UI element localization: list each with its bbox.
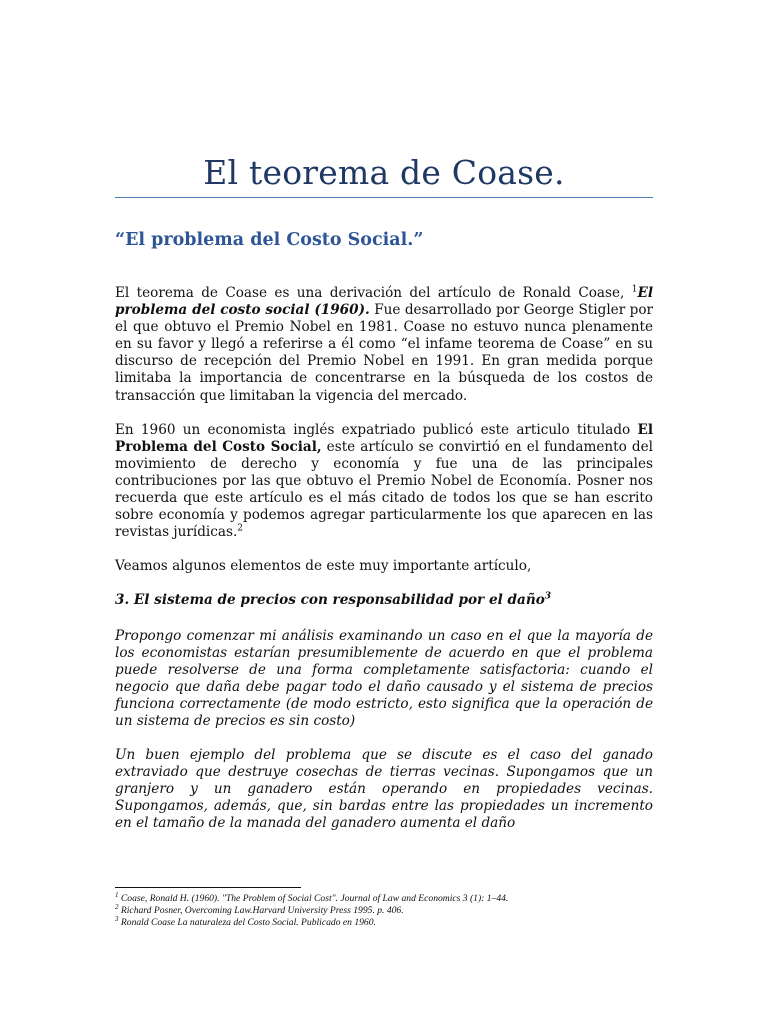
quote-paragraph-1: Propongo comenzar mi análisis examinando un caso en el que la mayoría de los economistas estarían presumiblemente de acuerdo en que el problema puede resolverse de una forma completamente satisfactoria: cuando el negocio que daña debe pagar todo el daño causado y el sistema de precios funciona correctamente (de modo estricto, esto significa que la operación de un sistema de precios es sin costo): [115, 627, 653, 729]
footnote-text: Coase, Ronald H. (1960). "The Problem of Social Cost". Journal of Law and Economics 3 (1): 1–44.: [120, 893, 509, 904]
footnotes: [115, 890, 653, 930]
quote-paragraph-2: Un buen ejemplo del problema que se discute es el caso del ganado extraviado que destruye cosechas de tierras vecinas. Supongamos que un granjero y un ganadero están operando en propiedades vecinas. Supongamos, además, que, sin bardas entre las propiedades un incremento en el tamaño de la manada del ganadero aumenta el daño: [115, 747, 653, 832]
footnote-ref-3[interactable]: 3: [544, 591, 552, 602]
footnote-ref-2[interactable]: 2: [237, 523, 244, 534]
footnote-2: [115, 905, 653, 917]
paragraph-intro-text: El teorema de Coase es una derivación del artículo de Ronald Coase,: [115, 285, 632, 301]
footnote-text: Richard Posner, Overcoming Law.Harvard University Press 1995. p. 406.: [120, 905, 404, 917]
footnote-text: Ronald Coase La naturaleza del Costo Social. Publicado en 1960.: [120, 917, 376, 929]
section-heading-text: 3. El sistema de precios con responsabilidad por el daño: [115, 592, 545, 609]
paragraph-history: [115, 422, 653, 542]
footnote-number: 2: [115, 903, 119, 912]
title-underline: [115, 197, 653, 198]
paragraph-intro-rest: Fue desarrollado por George Stigler por el que obtuvo el Premio Nobel en 1981. Coase no estuvo nunca plenamente en su favor y llegó a referirse a él como “el infame teorema de Coase” en su discurso de recepción del Premio Nobel en 1991. En gran medida porque limitaba la importancia de concentrarse en la búsqueda de los costos de transacción que limitaban la vigencia del mercado.: [115, 302, 654, 404]
footnote-separator: [115, 887, 301, 888]
paragraph-transition: Veamos algunos elementos de este muy importante artículo,: [115, 558, 532, 575]
footnote-ref-1[interactable]: 1: [631, 284, 638, 295]
paragraph-history-text: En 1960 un economista inglés expatriado publicó este articulo titulado: [115, 421, 638, 438]
paragraph-intro: [115, 285, 653, 405]
section-heading: [115, 592, 653, 609]
footnote-1: [115, 890, 653, 905]
page-title: El teorema de Coase.: [203, 153, 565, 192]
document-body: [115, 285, 653, 850]
article-title-bold: El Problema del Costo Social,: [115, 421, 653, 455]
footnote-number: 1: [115, 890, 119, 899]
section-subtitle: “El problema del Costo Social.”: [115, 230, 424, 250]
footnote-3: [115, 917, 653, 929]
article-title-emphasis: El problema del costo social (1960).: [115, 285, 653, 319]
footnote-number: 3: [115, 915, 119, 924]
paragraph-history-rest: este artículo se convirtió en el fundamento del movimiento de derecho y economía y fue una de las principales contribuciones por las que obtuvo el Premio Nobel de Economía. Posner nos recuerda que este artículo es el más citado de todos los que se han escrito sobre economía y podemos agregar particularmente los que aparecen en las revistas jurídicas.: [115, 438, 653, 541]
